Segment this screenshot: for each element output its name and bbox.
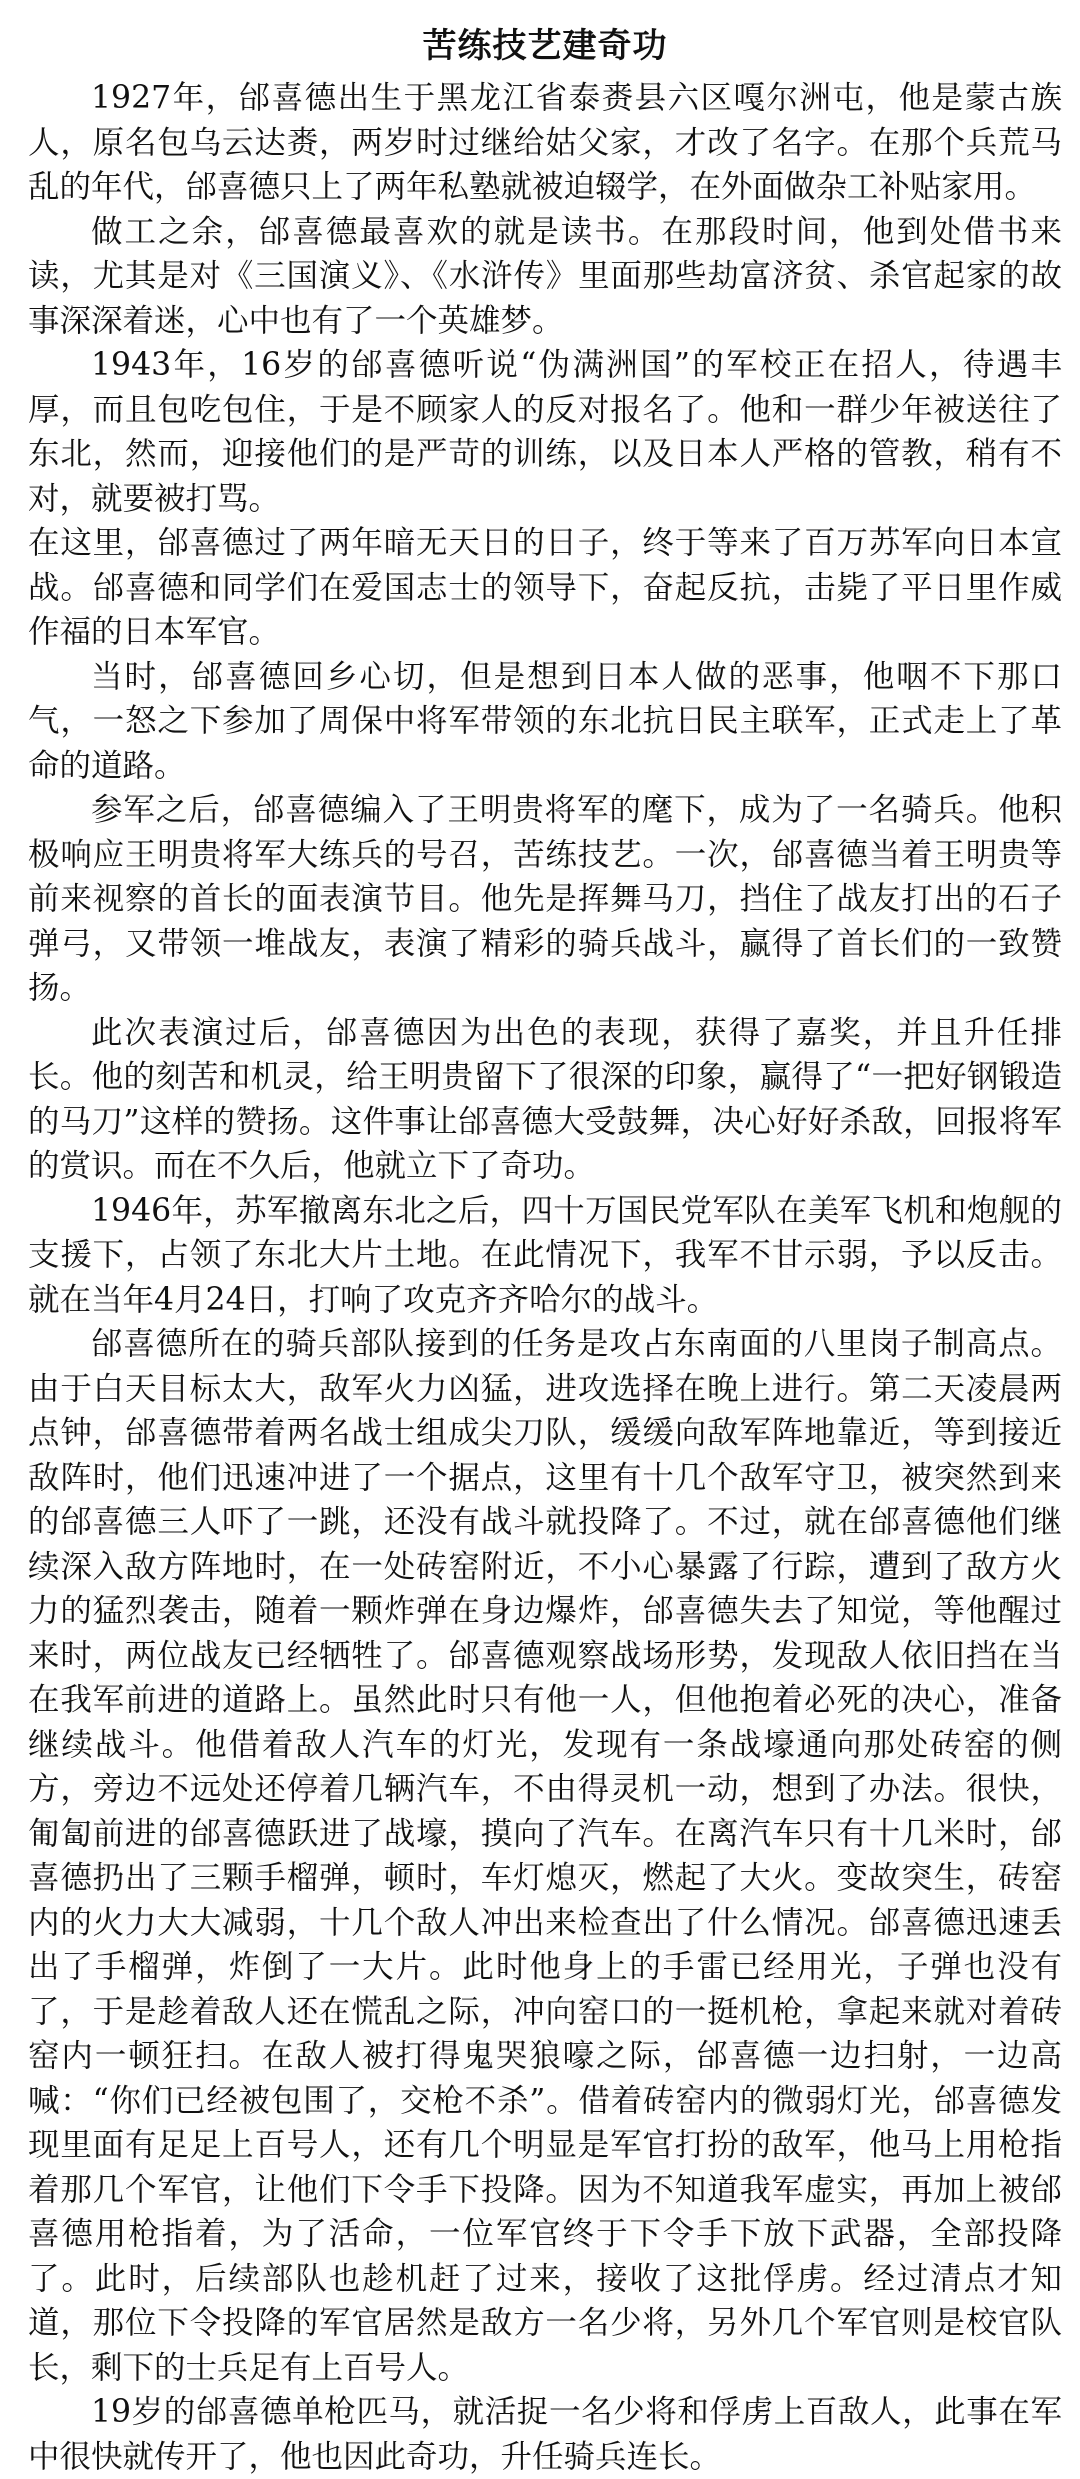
article-paragraph-9: 邰喜德所在的骑兵部队接到的任务是攻占东南面的八里岗子制高点。由于白天目标太大，敌军火力凶猛，进攻选择在晚上进行。第二天凌晨两点钟，邰喜德带着两名战士组成尖刀队，缓缓向敌军阵地靠近，等到接近敌阵时，他们迅速冲进了一个据点，这里有十几个敌军守卫，被突然到来的邰喜德三人吓了一跳，还没有战斗就投降了。不过，就在邰喜德他们继续深入敌方阵地时，在一处砖窑附近，不小心暴露了行踪，遭到了敌方火力的猛烈袭击，随着一颗炸弹在身边爆炸，邰喜德失去了知觉，等他醒过来时，两位战友已经牺牲了。邰喜德观察战场形势，发现敌人依旧挡在当在我军前进的道路上。虽然此时只有他一人，但他抱着必死的决心，准备继续战斗。他借着敌人汽车的灯光，发现有一条战壕通向那处砖窑的侧方，旁边不远处还停着几辆汽车，不由得灵机一动，想到了办法。很快，匍匐前进的邰喜德跃进了战壕，摸向了汽车。在离汽车只有十几米时，邰喜德扔出了三颗手榴弹，顿时，车灯熄灭，燃起了大火。变故突生，砖窑内的火力大大减弱，十几个敌人冲出来检查出了什么情况。邰喜德迅速丢出了手榴弹，炸倒了一大片。此时他身上的手雷已经用光，子弹也没有了，于是趁着敌人还在慌乱之际，冲向窑口的一挺机枪，拿起来就对着砖窑内一顿狂扫。在敌人被打得鬼哭狼嚎之际，邰喜德一边扫射，一边高喊：“你们已经被包围了，交枪不杀”。借着砖窑内的微弱灯光，邰喜德发现里面有足足上百号人，还有几个明显是军官打扮的敌军，他马上用枪指着那几个军官，让他们下令手下投降。因为不知道我军虚实，再加上被邰喜德用枪指着，为了活命，一位军官终于下令手下放下武器，全部投降了。此时，后续部队也趁机赶了过来，接收了这批俘虏。经过清点才知道，那位下令投降的军官居然是敌方一名少将，另外几个军官则是校官队长，剩下的士兵足有上百号人。	[28, 1326, 1062, 2386]
article-title: 苦练技艺建奇功	[422, 26, 668, 66]
article-paragraph-8: 1946年，苏军撤离东北之后，四十万国民党军队在美军飞机和炮舰的支援下，占领了东北大片土地。在此情况下，我军不甘示弱，予以反击。就在当年4月24日，打响了攻克齐齐哈尔的战斗。	[28, 1192, 1062, 1318]
article-paragraph-10: 19岁的邰喜德单枪匹马，就活捉一名少将和俘虏上百敌人，此事在军中很快就传开了，他也因此奇功，升任骑兵连长。	[28, 2394, 1062, 2475]
article-paragraph-3: 1943年，16岁的邰喜德听说“伪满洲国”的军校正在招人，待遇丰厚，而且包吃包住，于是不顾家人的反对报名了。他和一群少年被送往了东北，然而，迎接他们的是严苛的训练，以及日本人严格的管教，稍有不对，就要被打骂。	[28, 347, 1062, 517]
article-paragraph-7: 此次表演过后，邰喜德因为出色的表现，获得了嘉奖，并且升任排长。他的刻苦和机灵，给王明贵留下了很深的印象，赢得了“一把好钢锻造的马刀”这样的赞扬。这件事让邰喜德大受鼓舞，决心好好杀敌，回报将军的赏识。而在不久后，他就立下了奇功。	[28, 1014, 1062, 1184]
article-paragraph-5: 当时，邰喜德回乡心切，但是想到日本人做的恶事，他咽不下那口气，一怒之下参加了周保中将军带领的东北抗日民主联军，正式走上了革命的道路。	[28, 658, 1062, 784]
article-paragraph-6: 参军之后，邰喜德编入了王明贵将军的麾下，成为了一名骑兵。他积极响应王明贵将军大练兵的号召，苦练技艺。一次，邰喜德当着王明贵等前来视察的首长的面表演节目。他先是挥舞马刀，挡住了战友打出的石子弹弓，又带领一堆战友，表演了精彩的骑兵战斗，赢得了首长们的一致赞扬。	[28, 792, 1062, 1006]
article-paragraph-1: 1927年，邰喜德出生于黑龙江省泰赉县六区嘎尔洲屯，他是蒙古族人，原名包乌云达赉，两岁时过继给姑父家，才改了名字。在那个兵荒马乱的年代，邰喜德只上了两年私塾就被迫辍学，在外面做杂工补贴家用。	[28, 80, 1062, 205]
article-paragraph-2: 做工之余，邰喜德最喜欢的就是读书。在那段时间，他到处借书来读，尤其是对《三国演义》、《水浒传》里面那些劫富济贫、杀官起家的故事深深着迷，心中也有了一个英雄梦。	[28, 213, 1062, 339]
article-paragraph-4: 在这里，邰喜德过了两年暗无天日的日子，终于等来了百万苏军向日本宣战。邰喜德和同学们在爱国志士的领导下，奋起反抗，击毙了平日里作威作福的日本军官。	[28, 525, 1062, 650]
